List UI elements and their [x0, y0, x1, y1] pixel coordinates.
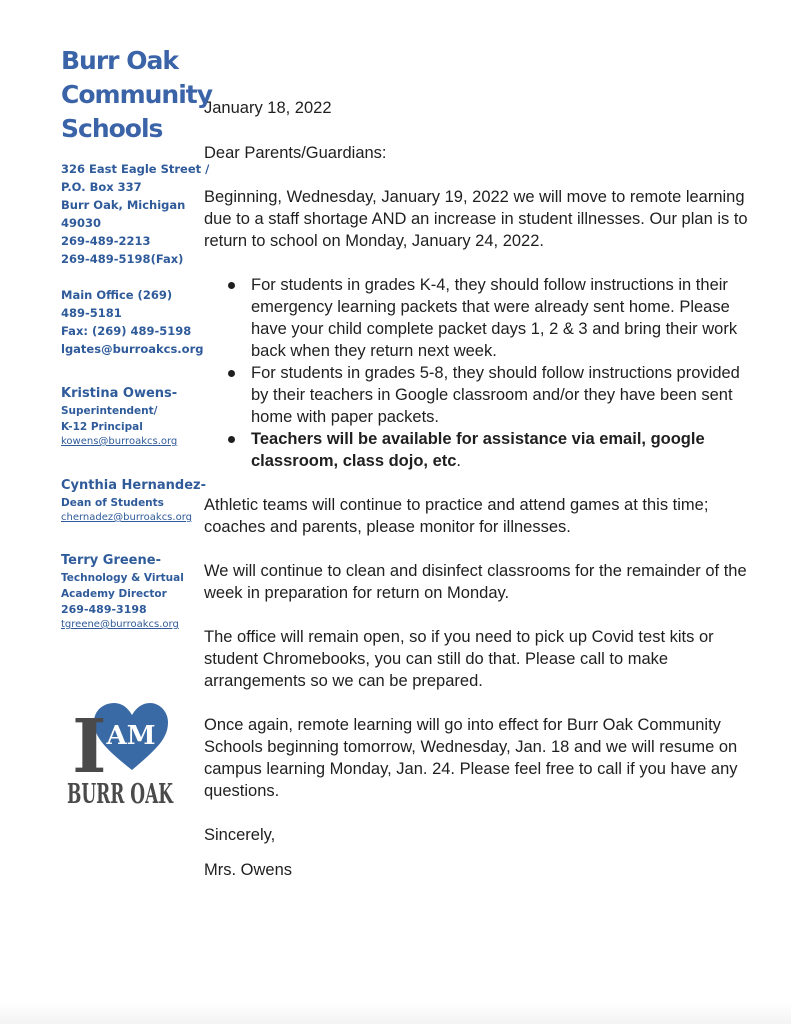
address-line: P.O. Box 337 — [61, 180, 142, 194]
bold-text: Teachers will be available for assistance via email, google classroom, class dojo, etc — [251, 430, 705, 470]
list-item: For students in grades 5-8, they should follow instructions provided by their teachers in Google classroom and/or they have been sent home with paper packets. — [251, 362, 749, 428]
main-office-phone: 489-5181 — [61, 306, 122, 320]
closing: Sincerely, — [204, 826, 276, 844]
letter-date: January 18, 2022 — [204, 99, 332, 117]
i-am-burr-oak-logo — [64, 700, 176, 808]
staff-title: Technology & Virtual — [61, 572, 184, 584]
athletics-paragraph: Athletic teams will continue to practice and attend games at this time; coaches and parents, please monitor for illnesses. — [204, 496, 709, 536]
reminder-paragraph: Once again, remote learning will go into effect for Burr Oak Community Schools beginning tomorrow, Wednesday, Jan. 18 and we will resume on campus learning Monday, Jan. 24. Please feel free to call if you have any questions. — [204, 716, 738, 800]
office-paragraph: The office will remain open, so if you need to pick up Covid test kits or student Chromebooks, you can still do that. Please call to make arrangements so we can be prepared. — [204, 628, 714, 690]
fax-number: 269-489-5198(Fax) — [61, 252, 184, 266]
letter-body — [204, 95, 749, 881]
school-name-line1: Burr Oak — [61, 46, 178, 75]
phone-number: 269-489-2213 — [61, 234, 151, 248]
list-item: For students in grades K-4, they should follow instructions in their emergency learning packets that were already sent home. Please have your child complete packet days 1, 2 & 3 and bring their work back when they return next week. — [251, 274, 749, 362]
school-name-line3: Schools — [61, 114, 163, 143]
intro-paragraph: Beginning, Wednesday, January 19, 2022 we will move to remote learning due to a staff shortage AND an increase in student illnesses. Our plan is to return to school on Monday, January 24, 2022. — [204, 188, 748, 250]
staff-contact-hernandez — [61, 477, 206, 525]
address-line: 49030 — [61, 216, 102, 230]
staff-contact-greene — [61, 552, 201, 632]
staff-email: kowens@burroakcs.org — [61, 436, 178, 447]
staff-title: Academy Director — [61, 588, 167, 600]
letterhead-sidebar — [61, 44, 213, 632]
staff-contact-owens — [61, 385, 201, 449]
main-office-label: Main Office (269) — [61, 288, 173, 302]
main-office-fax: Fax: (269) 489-5198 — [61, 324, 192, 338]
staff-name: Kristina Owens- — [61, 386, 178, 401]
school-name-line2: Community — [61, 80, 213, 109]
logo-letter-i: I — [72, 704, 107, 790]
staff-email: chernadez@burroakcs.org — [61, 512, 192, 523]
staff-phone: 269-489-3198 — [61, 603, 147, 616]
staff-title: K-12 Principal — [61, 421, 143, 433]
staff-name: Cynthia Hernandez- — [61, 478, 206, 493]
school-address — [61, 160, 210, 268]
address-line: Burr Oak, Michigan — [61, 198, 186, 212]
school-name — [61, 44, 213, 146]
logo-am: AM — [106, 721, 156, 751]
logo-burr-oak: BURR OAK — [67, 779, 174, 808]
staff-email: tgreene@burroakcs.org — [61, 619, 179, 630]
page-bottom-edge — [0, 1002, 791, 1024]
staff-title: Dean of Students — [61, 497, 164, 509]
cleaning-paragraph: We will continue to clean and disinfect classrooms for the remainder of the week in preparation for return on Monday. — [204, 562, 747, 602]
staff-name: Terry Greene- — [61, 553, 161, 568]
instructions-list — [204, 274, 749, 472]
signature: Mrs. Owens — [204, 861, 293, 879]
staff-title: Superintendent/ — [61, 405, 158, 417]
main-office-contact — [61, 286, 204, 358]
list-item-teachers-availability — [251, 428, 749, 472]
bold-text-tail: . — [456, 452, 462, 470]
main-office-email: lgates@burroakcs.org — [61, 342, 204, 356]
salutation: Dear Parents/Guardians: — [204, 144, 387, 162]
address-line: 326 East Eagle Street / — [61, 162, 210, 176]
